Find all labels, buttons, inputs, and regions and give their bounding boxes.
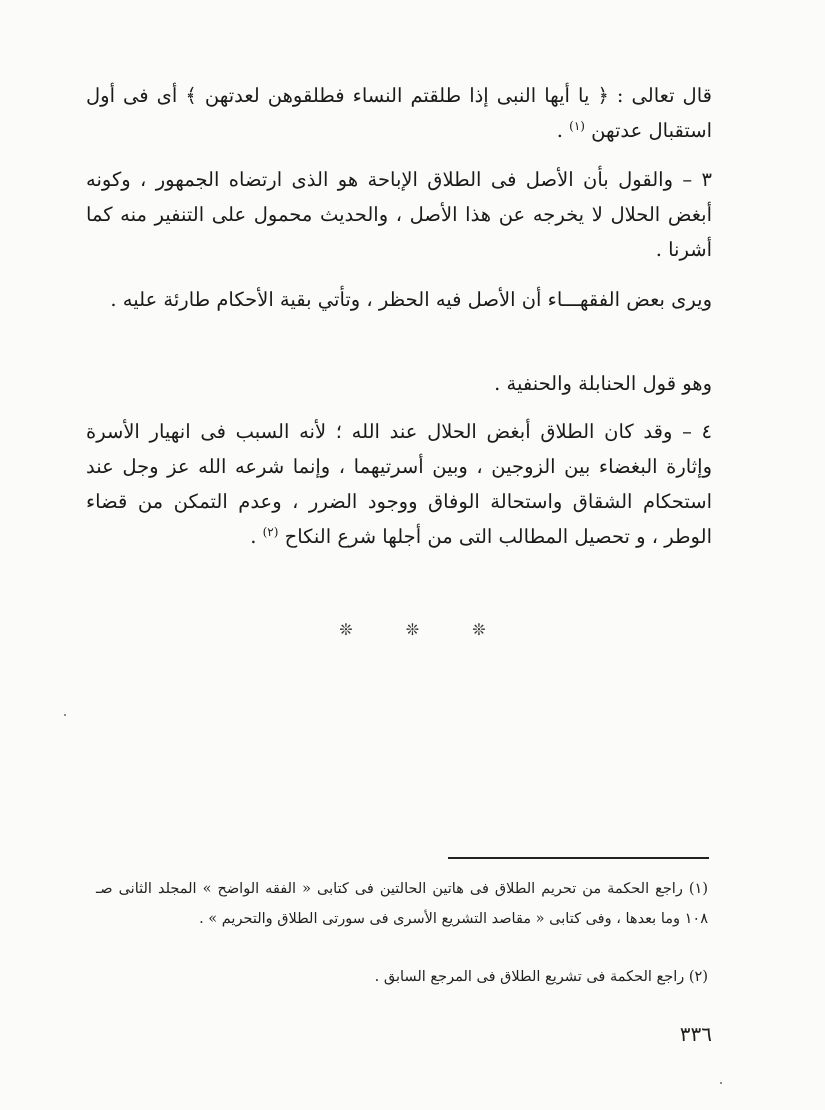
- paragraph-jurists-view: ويرى بعض الفقهـــاء أن الأصل فيه الحظر ، وتأتي بقية الأحكام طارئة عليه .: [110, 288, 712, 311]
- footnote-2: (٢) راجع الحكمة فى تشريع الطلاق فى المرجع السابق .: [374, 969, 708, 985]
- paragraph-end-mark: .: [250, 525, 257, 548]
- paragraph-quran-verse: [86, 78, 712, 148]
- quran-verse-text: قال تعالى : ﴿ يا أيها النبى إذا طلقتم النساء فطلقوهن لعدتهن ﴾ أى فى أول استقبال عدتهن: [86, 84, 712, 142]
- paragraph-4: [86, 414, 712, 554]
- scan-speck: [720, 1082, 722, 1084]
- section-separator: [0, 620, 825, 639]
- footnote-ref-2[interactable]: (٢): [262, 525, 279, 539]
- footnote-1: (١) راجع الحكمة من تحريم الطلاق فى هاتين الحالتين فى كتابى « الفقه الواضح » المجلد الثانى صـ ١٠٨ وما بعدها ، وفى كتابى « مقاصد التشريع الأسرى فى سورتى الطلاق والتحريم » .: [96, 881, 708, 927]
- footnote-ref-1[interactable]: (١): [569, 119, 585, 133]
- paragraph-3: ٣ – والقول بأن الأصل فى الطلاق الإباحة هو الذى ارتضاه الجمهور ، وكونه أبغض الحلال لا يخرجه عن هذا الأصل ، والحديث محمول على التنفير منه كما أشرنا .: [86, 168, 712, 261]
- scan-speck: [64, 714, 66, 716]
- asterisk-ornament: ❊: [405, 620, 420, 639]
- asterisk-ornament: ❊: [339, 620, 353, 639]
- paragraph-end-mark: .: [556, 119, 563, 142]
- footnote-divider: [448, 857, 709, 859]
- paragraph-hanbali-hanafi: وهو قول الحنابلة والحنفية .: [494, 372, 712, 395]
- page-number: ٣٣٦: [679, 1022, 712, 1046]
- asterisk-ornament: ❊: [472, 620, 486, 639]
- paragraph-4-text: ٤ – وقد كان الطلاق أبغض الحلال عند الله ؛ لأنه السبب فى انهيار الأسرة وإثارة البغضاء بين الزوجين ، وبين أسرتيهما ، وإنما شرعه الله عز وجل عند استحكام الشقاق واستحالة الوفاق ووجود الضرر ، وعدم التمكن من قضاء الوطر ، و تحصيل المطالب التى من أجلها شرع النكاح: [86, 420, 712, 548]
